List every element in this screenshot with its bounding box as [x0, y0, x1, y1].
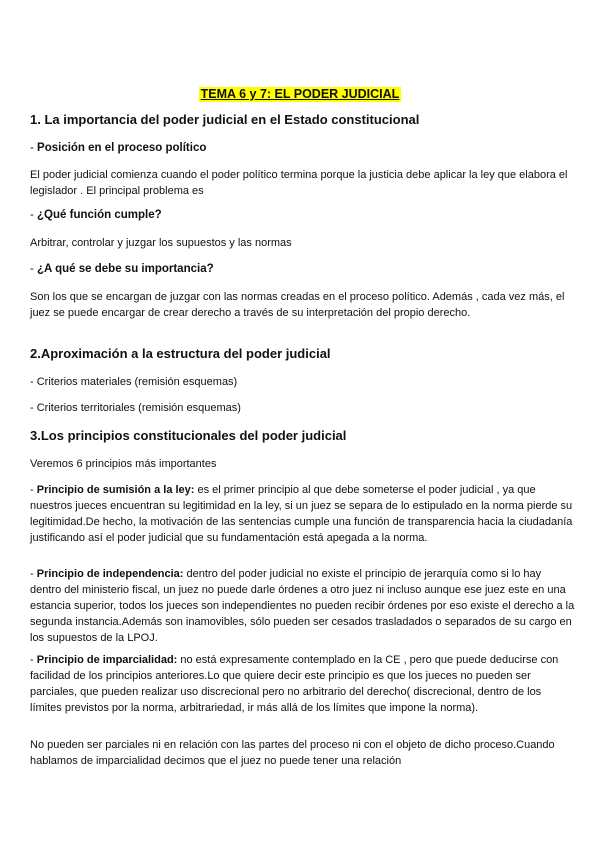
section-3-heading: 3.Los principios constitucionales del poder judicial: [30, 428, 347, 443]
question-position: - Posición en el proceso político: [30, 142, 207, 154]
principle-submission: - Principio de sumisión a la ley: es el primer principio al que debe someterse el poder judicial , ya que nuestros jueces encuentran su legitimidad en la ley, si un juez se separa de lo estipulado en la norma pierde su legitimidad.De hecho, la motivación de las sentencias cumple una función de transparencia hacia la ciudadanía justificando así el poder judicial que su fundamentación está apegada a la norma.: [30, 484, 573, 544]
section-1-heading: 1. La importancia del poder judicial en el Estado constitucional: [30, 112, 420, 127]
question-importance: - ¿A qué se debe su importancia?: [30, 263, 214, 275]
question-function-label: ¿Qué función cumple?: [37, 209, 162, 221]
document-title: TEMA 6 y 7: EL PODER JUDICIAL: [200, 87, 400, 101]
question-position-label: Posición en el proceso político: [37, 142, 207, 154]
title-wrapper: [0, 85, 600, 103]
answer-position: El poder judicial comienza cuando el poder político termina porque la justicia debe aplicar la ley que elabora el legislador . El principal problema es: [30, 169, 568, 197]
answer-function: Arbitrar, controlar y juzgar los supuestos y las normas: [30, 237, 292, 249]
principle-submission-text: es el primer principio al que debe someterse el poder judicial , ya que nuestros jueces encuentran su legitimidad en la ley, si un juez se separa de lo estipulado en la norma pierde su legitimidad.De hecho, la motivación de las sentencias cumple una función de transparencia hacia la ciudadanía justificando así el poder judicial que su fundamentación está apegada a la norma.: [30, 484, 573, 544]
principle-independence-label: Principio de independencia:: [36, 568, 184, 580]
criteria-territorial: - Criterios territoriales (remisión esquemas): [30, 402, 241, 414]
question-function: - ¿Qué función cumple?: [30, 209, 162, 221]
question-importance-label: ¿A qué se debe su importancia?: [37, 263, 214, 275]
answer-importance: Son los que se encargan de juzgar con las normas creadas en el proceso político. Además , cada vez más, el juez se puede encargar de crear derecho a través de su interpretación del propio derecho.: [30, 291, 565, 319]
principle-independence-text: dentro del poder judicial no existe el principio de jerarquía como si lo hay dentro del ministerio fiscal, un juez no puede darle órdenes a otro juez ni incluso aunque ese juez este en una estancia superior, todos los jueces son independientes no pueden recibir órdenes por eso existe el derecho a la segunda instancia.Además son inamovibles, sólo pueden ser cesados trasladados o separados de su cargo en los supuestos de la LPOJ.: [30, 568, 575, 644]
principles-intro: Veremos 6 principios más importantes: [30, 458, 217, 470]
principle-impartiality-text: no está expresamente contemplado en la CE , pero que puede deducirse con facilidad de los principios anteriores.Lo que quiere decir este principio es que los jueces no pueden ser parciales, que pueden realizar uso discrecional pero no arbitrario del derecho( discrecional, dentro de los límites previstos por la norma, arbitrariedad, ir más allá de los límites que impone la norma).: [30, 654, 559, 714]
criteria-material: - Criterios materiales (remisión esquemas): [30, 376, 238, 388]
principle-submission-label: Principio de sumisión a la ley:: [36, 484, 195, 496]
principle-impartiality: - Principio de imparcialidad: no está expresamente contemplado en la CE , pero que puede deducirse con facilidad de los principios anteriores.Lo que quiere decir este principio es que los jueces no pueden ser parciales, que pueden realizar uso discrecional pero no arbitrario del derecho( discrecional, dentro de los límites previstos por la norma, arbitrariedad, ir más allá de los límites que impone la norma).: [30, 654, 559, 714]
closing-paragraph: No pueden ser parciales ni en relación con las partes del proceso ni con el objeto de dicho proceso.Cuando hablamos de imparcialidad decimos que el juez no puede tener una relación: [30, 739, 555, 767]
principle-impartiality-label: Principio de imparcialidad:: [36, 654, 178, 666]
principle-independence: - Principio de independencia: dentro del poder judicial no existe el principio de jerarquía como si lo hay dentro del ministerio fiscal, un juez no puede darle órdenes a otro juez ni incluso aunque ese juez este en una estancia superior, todos los jueces son independientes no pueden recibir órdenes por eso existe el derecho a la segunda instancia.Además son inamovibles, sólo pueden ser cesados trasladados o separados de su cargo en los supuestos de la LPOJ.: [30, 568, 575, 644]
section-2-heading: 2.Aproximación a la estructura del poder judicial: [30, 346, 331, 361]
